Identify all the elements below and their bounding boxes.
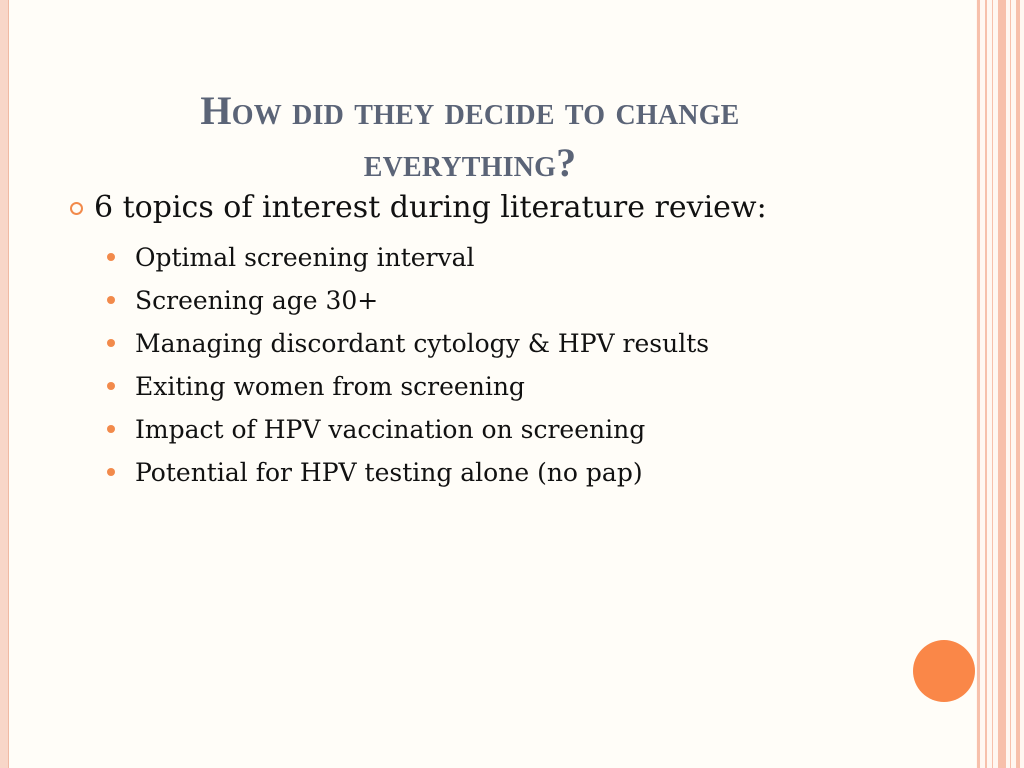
sub-bullet-item bbox=[94, 279, 904, 322]
dot-bullet-icon bbox=[107, 296, 115, 304]
slide-title-line-1: How did they decide to change bbox=[200, 87, 740, 133]
main-bullet-item bbox=[64, 188, 904, 494]
decorative-orange-circle bbox=[913, 640, 975, 702]
dot-bullet-icon bbox=[107, 253, 115, 261]
sub-bullet-text: Optimal screening interval bbox=[135, 243, 475, 272]
right-stripe-5 bbox=[1010, 0, 1011, 768]
slide-title bbox=[80, 85, 860, 189]
dot-bullet-icon bbox=[107, 382, 115, 390]
right-stripe-6 bbox=[1016, 0, 1020, 768]
circle-bullet-icon bbox=[70, 202, 83, 215]
right-decoration bbox=[976, 0, 1024, 768]
dot-bullet-icon bbox=[107, 468, 115, 476]
sub-bullet-item bbox=[94, 322, 904, 365]
dot-bullet-icon bbox=[107, 339, 115, 347]
sub-bullet-list bbox=[94, 236, 904, 494]
sub-bullet-item bbox=[94, 408, 904, 451]
sub-bullet-text: Screening age 30+ bbox=[135, 286, 379, 315]
dot-bullet-icon bbox=[107, 425, 115, 433]
right-stripe-1 bbox=[977, 0, 980, 768]
sub-bullet-item bbox=[94, 451, 904, 494]
right-stripe-4 bbox=[998, 0, 1006, 768]
right-stripe-3 bbox=[992, 0, 993, 768]
sub-bullet-text: Exiting women from screening bbox=[135, 372, 525, 401]
slide-title-line-2: everything? bbox=[363, 139, 577, 185]
right-stripe-2 bbox=[985, 0, 987, 768]
sub-bullet-item bbox=[94, 365, 904, 408]
sub-bullet-text: Potential for HPV testing alone (no pap) bbox=[135, 458, 643, 487]
sub-bullet-item bbox=[94, 236, 904, 279]
left-border bbox=[0, 0, 9, 768]
main-bullet-text: 6 topics of interest during literature review: bbox=[94, 190, 767, 225]
sub-bullet-text: Impact of HPV vaccination on screening bbox=[135, 415, 646, 444]
bullet-list bbox=[64, 188, 904, 494]
sub-bullet-text: Managing discordant cytology & HPV results bbox=[135, 329, 710, 358]
